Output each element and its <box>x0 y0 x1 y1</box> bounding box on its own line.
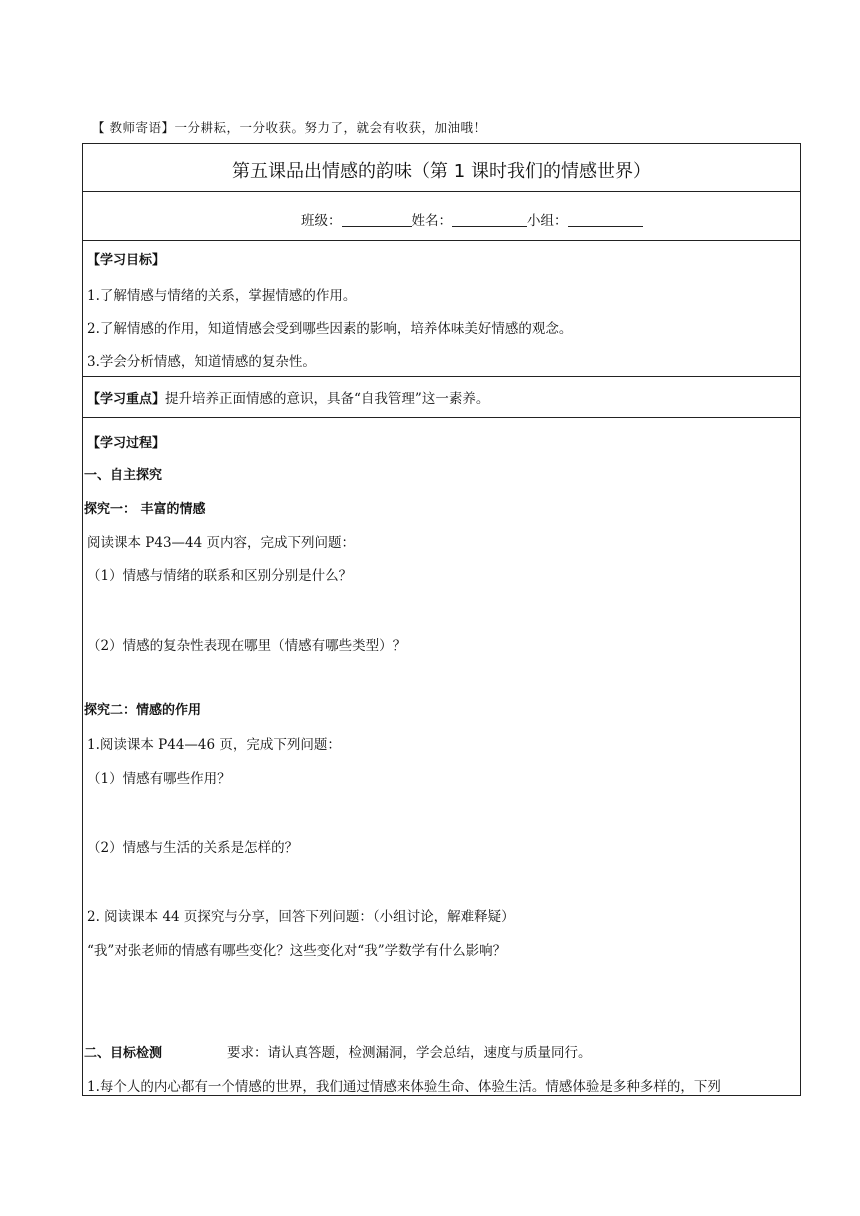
goal-item: 2.了解情感的作用，知道情感会受到哪些因素的影响，培养体味美好情感的观念。 <box>87 321 573 337</box>
test-question: 1.每个人的内心都有一个情感的世界，我们通过情感来体验生命、体验生活。情感体验是多种多样的，下列 <box>87 1079 721 1095</box>
teacher-motto: 【 教师寄语】一分耕耘，一分收获。努力了，就会有收获，加油哦！ <box>92 120 487 135</box>
explore2-task2: 2. 阅读课本 44 页探究与分享，回答下列问题：（小组讨论，解难释疑） <box>87 909 515 925</box>
explore2-title: 探究二：情感的作用 <box>84 703 202 718</box>
class-blank[interactable] <box>342 212 412 227</box>
explore1-title: 探究一： 丰富的情感 <box>84 502 206 517</box>
learning-goals-section <box>83 241 800 377</box>
group-blank[interactable] <box>568 212 643 227</box>
focus-line <box>87 387 489 407</box>
student-info-row <box>83 192 800 241</box>
explore1-question: （1）情感与情绪的联系和区别分别是什么？ <box>87 568 353 584</box>
part1-heading: 一、自主探究 <box>84 468 163 483</box>
explore2-question: （1）情感有哪些作用？ <box>87 771 231 787</box>
lesson-title: 第五课品出情感的韵味（第 1 课时我们的情感世界） <box>232 161 651 182</box>
process-heading: 【学习过程】 <box>87 436 166 451</box>
title-row <box>83 144 800 192</box>
part2-line <box>84 1041 592 1061</box>
student-info-line <box>301 209 643 229</box>
explore2-task2-question: “我”对张老师的情感有哪些变化？这些变化对“我”学数学有什么影响？ <box>87 943 507 959</box>
worksheet-table <box>82 143 801 1096</box>
focus-text: 提升培养正面情感的意识，具备“自我管理”这一素养。 <box>165 391 490 407</box>
goals-heading: 【学习目标】 <box>87 253 166 268</box>
explore1-question: （2）情感的复杂性表现在哪里（情感有哪些类型）？ <box>87 638 407 654</box>
focus-heading: 【学习重点】 <box>87 392 166 407</box>
learning-focus-section <box>83 377 800 418</box>
explore1-intro: 阅读课本 P43—44 页内容，完成下列问题： <box>87 535 356 551</box>
explore2-intro: 1.阅读课本 P44—46 页，完成下列问题： <box>87 737 341 753</box>
part2-requirement: 要求：请认真答题，检测漏洞，学会总结，速度与质量同行。 <box>227 1045 592 1061</box>
name-label: 姓名： <box>411 213 452 229</box>
learning-process-section <box>83 418 800 1095</box>
name-blank[interactable] <box>452 212 527 227</box>
goal-item: 3.学会分析情感，知道情感的复杂性。 <box>87 354 316 370</box>
goal-item: 1.了解情感与情绪的关系，掌握情感的作用。 <box>87 288 357 304</box>
group-label: 小组： <box>527 213 568 229</box>
part2-heading: 二、目标检测 <box>84 1046 163 1061</box>
explore2-question: （2）情感与生活的关系是怎样的？ <box>87 840 299 856</box>
class-label: 班级： <box>301 213 342 229</box>
